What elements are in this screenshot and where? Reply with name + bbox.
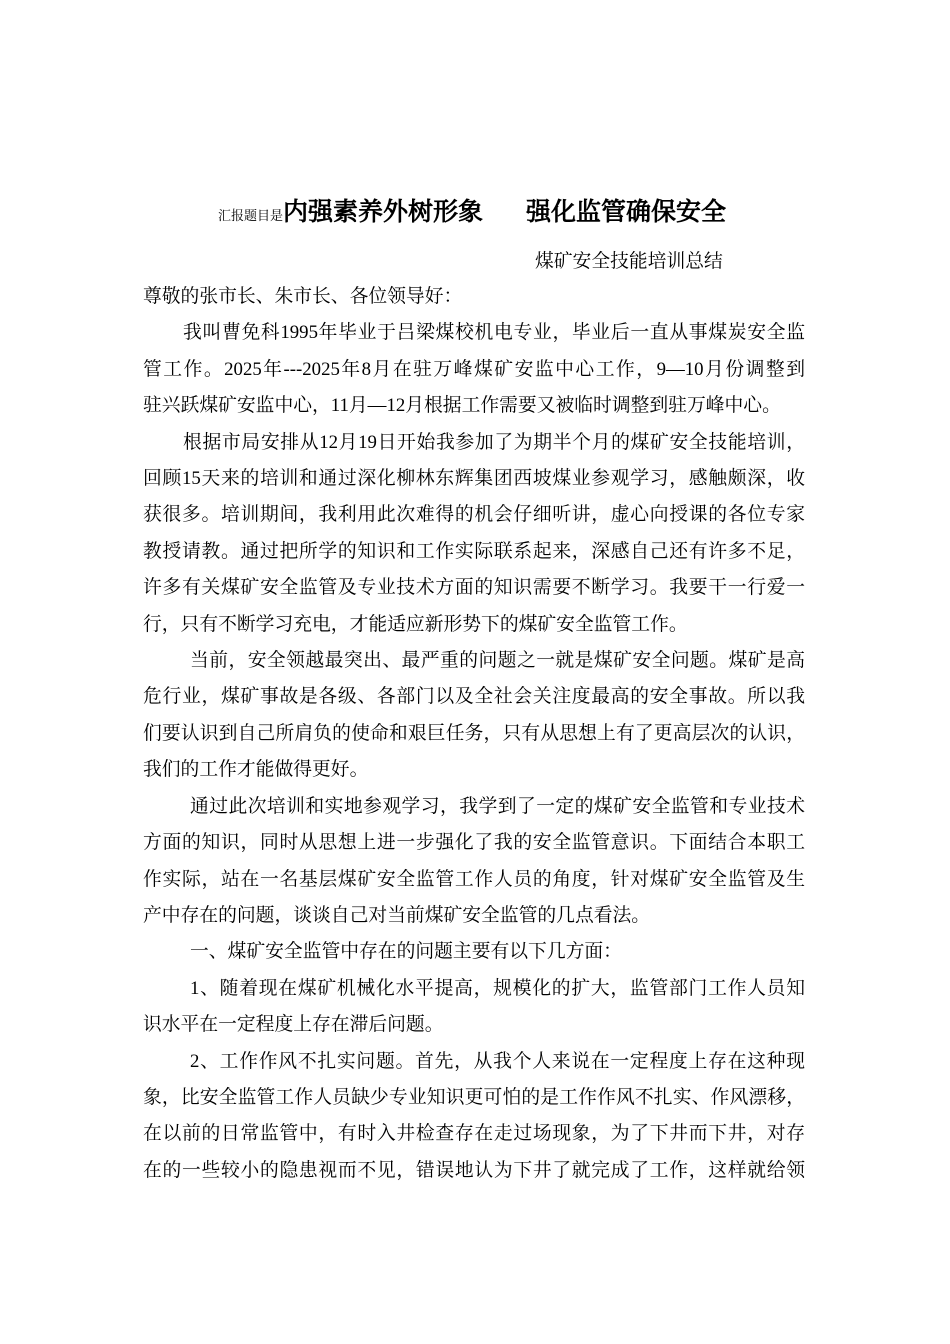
- paragraph-line: 象，比安全监管工作人员缺少专业知识更可怕的是工作作风不扎实、作风漂移，: [143, 1086, 805, 1108]
- title-part-1: 内强素养外树形象: [283, 197, 484, 226]
- paragraph-line: 许多有关煤矿安全监管及专业技术方面的知识需要不断学习。我要干一行爱一: [143, 577, 805, 599]
- paragraph-1: [143, 315, 805, 424]
- paragraph-line: 获很多。培训期间，我利用此次难得的机会仔细听讲，虚心向授课的各位专家: [143, 504, 805, 526]
- paragraph-2: [143, 425, 805, 643]
- title-part-2: 强化监管确保安全: [526, 197, 727, 226]
- paragraph-line: 1、随着现在煤矿机械化水平提高，规模化的扩大，监管部门工作人员知: [190, 977, 805, 999]
- document-title: [218, 194, 726, 235]
- paragraph-item-1: [143, 971, 805, 1044]
- paragraph-line: 在以前的日常监管中，有时入井检查存在走过场现象，为了下井而下井，对存: [143, 1123, 805, 1145]
- paragraph-line: 在的一些较小的隐患视而不见，错误地认为下井了就完成了工作，这样就给领: [143, 1159, 805, 1181]
- paragraph-item-2: [143, 1044, 805, 1190]
- paragraph-line: 回顾15天来的培训和通过深化柳林东辉集团西坡煤业参观学习，感触颇深，收: [143, 468, 805, 490]
- paragraph-line: 行，只有不断学习充电，才能适应新形势下的煤矿安全监管工作。: [143, 613, 688, 635]
- salutation: 尊敬的张市长、朱市长、各位领导好：: [143, 286, 463, 307]
- paragraph-line: 危行业，煤矿事故是各级、各部门以及全社会关注度最高的安全事故。所以我: [143, 686, 805, 708]
- paragraph-line: 方面的知识，同时从思想上进一步强化了我的安全监管意识。下面结合本职工: [143, 832, 805, 854]
- paragraph-3: [143, 643, 805, 789]
- section-heading-line: 一、煤矿安全监管中存在的问题主要有以下几方面：: [190, 941, 622, 963]
- paragraph-line: 驻兴跃煤矿安监中心，11月—12月根据工作需要又被临时调整到驻万峰中心。: [143, 395, 781, 417]
- section-heading-1: [143, 934, 805, 970]
- paragraph-line: 管工作。2025年---2025年8月在驻万峰煤矿安监中心工作，9—10月份调整到: [143, 358, 805, 380]
- paragraph-line: 根据市局安排从12月19日开始我参加了为期半个月的煤矿安全技能培训，: [183, 431, 805, 453]
- paragraph-line: 2、工作作风不扎实问题。首先，从我个人来说在一定程度上存在这种现: [190, 1050, 805, 1072]
- paragraph-line: 当前，安全领越最突出、最严重的问题之一就是煤矿安全问题。煤矿是高: [190, 650, 805, 672]
- paragraph-line: 作实际，站在一名基层煤矿安全监管工作人员的角度，针对煤矿安全监管及生: [143, 868, 805, 890]
- paragraph-line: 们要认识到自己所肩负的使命和艰巨任务，只有从思想上有了更高层次的认识，: [143, 722, 805, 744]
- paragraph-line: 我叫曹免科1995年毕业于吕梁煤校机电专业，毕业后一直从事煤炭安全监: [183, 322, 805, 344]
- paragraph-line: 通过此次培训和实地参观学习，我学到了一定的煤矿安全监管和专业技术: [190, 795, 805, 817]
- paragraph-line: 产中存在的问题，谈谈自己对当前煤矿安全监管的几点看法。: [143, 904, 651, 926]
- paragraph-line: 我们的工作才能做得更好。: [143, 759, 369, 781]
- document-body: [143, 279, 805, 1189]
- paragraph-line: 识水平在一定程度上存在滞后问题。: [143, 1014, 444, 1036]
- paragraph-4: [143, 789, 805, 935]
- document-subtitle: 煤矿安全技能培训总结: [535, 251, 723, 272]
- paragraph-line: 教授请教。通过把所学的知识和工作实际联系起来，深感自己还有许多不足，: [143, 540, 805, 562]
- title-prefix: 汇报题目是: [218, 209, 284, 224]
